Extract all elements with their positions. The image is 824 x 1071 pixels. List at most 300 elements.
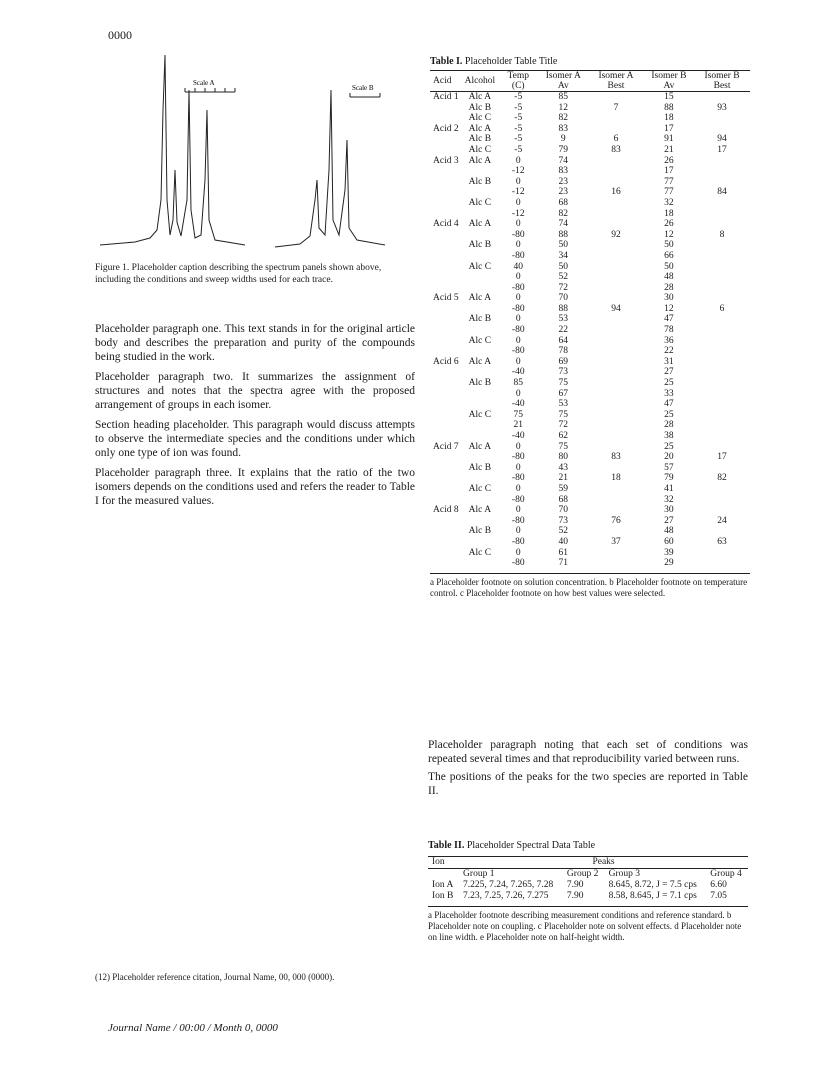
table1-row — [430, 219, 750, 230]
table1-cell — [462, 431, 499, 442]
figure-caption: Figure 1. Placeholder caption describing the spectrum panels shown above, including the conditions and sweep widths used for each trace. — [95, 263, 382, 285]
table1-cell — [694, 166, 750, 177]
table1-cell — [588, 484, 643, 495]
table1-cell — [588, 92, 643, 103]
table1-cell: 83 — [558, 166, 569, 177]
table1-row — [430, 346, 750, 357]
table1-cell: 48 — [664, 272, 674, 283]
left-paragraph: Placeholder paragraph two. It summarizes the assignment of structures and notes that the spectra agree with the proposed arrangement of groups in each isomer. — [95, 371, 415, 411]
table1-cell: 41 — [664, 483, 674, 494]
table1-cell: 0 — [515, 314, 521, 325]
table1-cell: 26 — [664, 155, 674, 166]
table1-cell: 17 — [664, 123, 674, 134]
table1-row — [430, 367, 750, 378]
table1-cell — [430, 473, 462, 484]
t2-sub: Group 2 — [566, 869, 599, 879]
table1-cell: -80 — [511, 250, 525, 261]
table1-cell — [462, 516, 499, 527]
table1-cell — [694, 505, 750, 516]
table1-cell: 0 — [515, 219, 521, 230]
table1-cell: 0 — [515, 176, 521, 187]
table1-cell: 0 — [515, 356, 521, 367]
table1-cell: 53 — [558, 314, 569, 325]
table1-row — [430, 389, 750, 400]
table1-cell — [694, 431, 750, 442]
table1-cell: Acid 2 — [433, 123, 459, 134]
table1-cell — [462, 389, 499, 400]
table1-cell — [694, 336, 750, 347]
right-paragraph: Placeholder paragraph noting that each set of conditions was repeated several times and that reproducibility varied between runs. — [428, 739, 748, 765]
table1-cell: 77 — [664, 176, 674, 187]
table1-cell — [694, 325, 750, 336]
table1-cell — [430, 103, 462, 114]
table1-cell — [694, 92, 750, 103]
t2-cell: 8.645, 8.72, J = 7.5 cps — [608, 880, 697, 890]
table1-cell — [462, 452, 499, 463]
table1-cell: 76 — [611, 515, 621, 526]
table1-row — [430, 558, 750, 569]
table1-cell — [462, 325, 499, 336]
table1-cell: -80 — [511, 346, 525, 357]
table1-cell — [588, 251, 643, 262]
table1-cell: 73 — [558, 367, 569, 378]
table2-title — [428, 840, 595, 851]
table1-cell — [462, 473, 499, 484]
table2-subheader-row — [428, 869, 748, 881]
table1-cell: Alc B — [468, 314, 492, 325]
table1-row — [430, 314, 750, 325]
left-paragraph: Placeholder paragraph one. This text stands in for the original article body and describes the preparation and purity of the compounds being studied in the work. — [95, 323, 415, 363]
table1-cell: Alc B — [468, 102, 492, 113]
table1-cell: 75 — [558, 441, 569, 452]
table1-cell: 43 — [558, 462, 569, 473]
table1-row — [430, 325, 750, 336]
table1-cell — [588, 410, 643, 421]
table1-cell: 61 — [558, 547, 569, 558]
table1-cell — [462, 304, 499, 315]
table1-cell — [694, 346, 750, 357]
scale-bar-right — [350, 93, 380, 97]
table1-cell: -40 — [511, 431, 525, 441]
table1-row — [430, 378, 750, 389]
table1-cell: -80 — [511, 558, 525, 569]
table1-cell — [694, 367, 750, 378]
table1-title — [430, 56, 557, 67]
table1-cell: Alc C — [468, 409, 492, 420]
table1-cell: Acid 1 — [433, 92, 459, 102]
table1-cell: -5 — [514, 134, 523, 145]
table1-cell: 78 — [664, 325, 674, 336]
table1-cell: 72 — [558, 282, 569, 293]
table1-cell — [462, 420, 499, 431]
table1-cell: 74 — [558, 219, 569, 230]
table1-cell: -12 — [511, 187, 525, 198]
table1-cell: 12 — [664, 229, 674, 240]
table1-cell: 39 — [664, 547, 674, 558]
table1 — [430, 70, 750, 569]
table1-cell: Alc B — [468, 240, 492, 251]
left-paragraph: Section heading placeholder. This paragraph would discuss attempts to observe the intermediate species and the conditions under which only one type of ion was found. — [95, 419, 415, 459]
t2-cell: 7.225, 7.24, 7.265, 7.28 — [463, 880, 554, 890]
t2-sub: Group 1 — [463, 869, 495, 879]
t2-ion-header: Ion — [432, 857, 445, 867]
table1-cell: Acid 8 — [433, 505, 459, 516]
table1-cell: 47 — [664, 314, 674, 325]
th-b-av: Isomer B Av — [651, 71, 687, 91]
table1-row — [430, 304, 750, 315]
table1-cell: 83 — [611, 144, 621, 155]
table1-row — [430, 283, 750, 294]
table1-cell — [430, 526, 462, 537]
th-acid: Acid — [433, 76, 452, 86]
table1-cell: Alc A — [468, 356, 492, 367]
table1-cell — [694, 389, 750, 400]
table1-footnote: a Placeholder footnote on solution concentration. b Placeholder footnote on temperature control. c Placeholder footnote on how best values were selected. — [430, 573, 750, 599]
table1-cell — [430, 209, 462, 220]
table1-cell: 75 — [513, 409, 524, 420]
table1-cell: 80 — [558, 452, 569, 463]
table1-cell: -80 — [511, 473, 525, 484]
table1-row — [430, 526, 750, 537]
table1-cell — [462, 537, 499, 548]
table1-cell — [588, 240, 643, 251]
table1-cell: 40 — [513, 261, 524, 272]
table1-row — [430, 463, 750, 474]
table1-cell: Alc A — [468, 219, 492, 230]
table1-cell — [430, 230, 462, 241]
table1-cell: 69 — [558, 356, 569, 367]
table1-cell: Alc A — [468, 293, 492, 304]
table1-cell: 52 — [558, 526, 569, 537]
table1-cell: -40 — [511, 367, 525, 378]
table1-cell: 38 — [664, 431, 674, 441]
table1-cell: 15 — [664, 92, 674, 102]
table1-cell: 34 — [558, 250, 569, 261]
table1-header-row — [430, 71, 750, 92]
table1-cell: 92 — [611, 229, 621, 240]
table1-cell: 47 — [664, 399, 674, 410]
t2-cell: 6.60 — [710, 880, 727, 890]
table1-cell — [462, 209, 499, 220]
table1-row — [430, 505, 750, 516]
table1-row — [430, 113, 750, 124]
left-paragraph: Placeholder paragraph three. It explains that the ratio of the two isomers depends on the conditions used and refers the reader to Table I for the measured values. — [95, 467, 415, 507]
table1-row — [430, 230, 750, 241]
table1-cell — [588, 272, 643, 283]
table1-cell — [430, 537, 462, 548]
table1-cell: 50 — [558, 240, 569, 251]
scale-label-left: Scale A — [193, 79, 215, 87]
table1-row — [430, 103, 750, 114]
table1-cell — [462, 558, 499, 569]
table1-cell — [694, 251, 750, 262]
table1-cell: Alc B — [468, 378, 492, 389]
table1-cell: 50 — [558, 261, 569, 272]
table1-row — [430, 92, 750, 103]
table1-cell: Alc C — [468, 197, 492, 208]
table1-cell: -80 — [511, 303, 525, 314]
table1-row — [430, 124, 750, 135]
table1-cell: 79 — [558, 144, 569, 155]
table1-cell: -80 — [511, 325, 525, 336]
table1-cell: 0 — [515, 505, 521, 516]
table1-cell: 23 — [558, 176, 569, 187]
table1-cell: 18 — [611, 473, 621, 484]
t2-cell: 7.90 — [566, 891, 584, 901]
table1-cell: 0 — [515, 272, 521, 283]
table1-cell: 82 — [558, 208, 569, 219]
table1-cell — [694, 526, 750, 537]
table1-cell: Alc B — [468, 462, 492, 473]
table1-cell: 72 — [558, 420, 569, 431]
table1-cell — [694, 124, 750, 135]
table1-cell: 25 — [664, 378, 674, 389]
table1-cell: Acid 4 — [433, 219, 459, 230]
table1-cell: 70 — [558, 293, 569, 304]
table1-row — [430, 209, 750, 220]
table1-cell: 20 — [664, 452, 674, 463]
table1-cell — [462, 367, 499, 378]
table1-cell: -5 — [514, 102, 523, 113]
table1-cell — [694, 420, 750, 431]
table1-cell: 29 — [664, 558, 674, 569]
table1-cell — [430, 410, 462, 421]
table1-cell: 88 — [558, 303, 569, 314]
table1-cell: 27 — [664, 515, 674, 526]
table1-row — [430, 177, 750, 188]
table1-cell: Alc A — [468, 92, 492, 102]
table1-cell: 94 — [717, 134, 727, 145]
table1-cell: Acid 3 — [433, 155, 459, 166]
table1-cell: 0 — [515, 462, 521, 473]
table1-body — [430, 92, 750, 569]
table1-cell: 22 — [558, 325, 569, 336]
table1-label: Table I. — [430, 56, 463, 67]
t2-ion: Ion B — [432, 891, 454, 901]
table1-row — [430, 272, 750, 283]
table1-cell: 0 — [515, 526, 521, 537]
table1-cell — [430, 304, 462, 315]
th-temp: Temp (C) — [507, 71, 530, 91]
table1-cell: 9 — [560, 134, 566, 145]
table1-cell: 17 — [664, 166, 674, 177]
table1-cell: 32 — [664, 197, 674, 208]
table1-cell: 17 — [717, 144, 727, 155]
table1-cell: Alc A — [468, 505, 492, 516]
t2-cell: 7.23, 7.25, 7.26, 7.275 — [463, 891, 549, 901]
table1-cell — [588, 367, 643, 378]
table1-cell — [430, 325, 462, 336]
table1-cell: -12 — [511, 208, 525, 219]
table1-cell — [430, 177, 462, 188]
table1-row — [430, 537, 750, 548]
table1-cell — [462, 399, 499, 410]
table1-cell: 88 — [664, 102, 674, 113]
table1-cell: 18 — [664, 113, 674, 124]
table1-cell: 68 — [558, 197, 569, 208]
table1-cell: 26 — [664, 219, 674, 230]
table1-cell — [694, 156, 750, 167]
table1-cell: 17 — [717, 452, 727, 463]
table1-cell: 0 — [515, 335, 521, 346]
table1-cell: 84 — [717, 187, 727, 198]
table1-cell: 78 — [558, 346, 569, 357]
table1-cell: -80 — [511, 494, 525, 505]
table1-cell: 64 — [558, 335, 569, 346]
table1-row — [430, 452, 750, 463]
table1-cell: -80 — [511, 452, 525, 463]
table1-cell: 50 — [664, 240, 674, 251]
table1-cell: 57 — [664, 462, 674, 473]
table1-cell — [694, 219, 750, 230]
table1-cell — [430, 463, 462, 474]
table2 — [428, 856, 748, 902]
table1-cell — [694, 378, 750, 389]
table1-cell: 30 — [664, 505, 674, 516]
table1-cell — [430, 495, 462, 506]
table1-cell — [430, 314, 462, 325]
table1-cell: 30 — [664, 293, 674, 304]
table1-cell — [462, 187, 499, 198]
table1-cell — [588, 156, 643, 167]
table1-cell — [430, 145, 462, 156]
table1-cell: 91 — [664, 134, 674, 145]
table2-row — [428, 891, 748, 902]
table1-cell: 52 — [558, 272, 569, 283]
table1-cell — [462, 272, 499, 283]
table1-cell: 77 — [664, 187, 674, 198]
table1-cell: 83 — [558, 123, 569, 134]
table1-cell — [430, 187, 462, 198]
table1-cell — [430, 346, 462, 357]
table1-cell — [430, 262, 462, 273]
table1-cell: 21 — [513, 420, 524, 431]
table1-cell — [430, 283, 462, 294]
table1-row — [430, 473, 750, 484]
table1-row — [430, 145, 750, 156]
table1-cell — [588, 442, 643, 453]
table1-cell: Alc C — [468, 144, 492, 155]
table1-cell: 82 — [717, 473, 727, 484]
table1-cell: 53 — [558, 399, 569, 410]
table1-cell: 28 — [664, 282, 674, 293]
table1-cell — [694, 177, 750, 188]
table1-cell: Alc A — [468, 441, 492, 452]
table1-cell — [588, 262, 643, 273]
table1-cell — [588, 325, 643, 336]
table1-cell — [430, 378, 462, 389]
table1-row — [430, 495, 750, 506]
table1-cell — [694, 272, 750, 283]
table1-row — [430, 187, 750, 198]
table1-cell: 85 — [558, 92, 569, 102]
table1-cell: 28 — [664, 420, 674, 431]
table1-cell — [694, 357, 750, 368]
table1-cell: 0 — [515, 441, 521, 452]
table1-cell: -5 — [514, 92, 523, 102]
table1-cell: 0 — [515, 293, 521, 304]
table1-cell: -80 — [511, 536, 525, 547]
table1-cell — [694, 558, 750, 569]
table1-cell — [430, 431, 462, 442]
table1-cell — [430, 166, 462, 177]
table1-cell — [694, 463, 750, 474]
table1-cell — [588, 166, 643, 177]
table1-cell: 18 — [664, 208, 674, 219]
table1-cell — [588, 314, 643, 325]
table1-cell — [430, 134, 462, 145]
scale-label-right: Scale B — [352, 84, 374, 92]
table1-cell: 60 — [664, 536, 674, 547]
table1-cell: 85 — [513, 378, 524, 389]
table1-cell: 40 — [558, 536, 569, 547]
table1-cell — [462, 230, 499, 241]
table1-cell: -80 — [511, 282, 525, 293]
t2-ion: Ion A — [432, 880, 454, 890]
table1-cell — [588, 283, 643, 294]
table1-row — [430, 251, 750, 262]
table1-cell — [588, 420, 643, 431]
table1-cell — [588, 113, 643, 124]
table1-row — [430, 134, 750, 145]
table1-cell — [430, 484, 462, 495]
table1-cell: 6 — [613, 134, 619, 145]
table1-row — [430, 293, 750, 304]
table1-cell — [588, 495, 643, 506]
table1-cell: 68 — [558, 494, 569, 505]
table1-cell: -80 — [511, 515, 525, 526]
scale-bar-left — [185, 88, 235, 92]
table1-cell: -40 — [511, 399, 525, 410]
table2-title-text: Placeholder Spectral Data Table — [466, 840, 596, 851]
table1-cell — [694, 293, 750, 304]
table1-row — [430, 156, 750, 167]
table1-cell: Alc C — [468, 113, 492, 124]
table1-cell — [694, 314, 750, 325]
table1-cell: 83 — [611, 452, 621, 463]
table1-cell: 75 — [558, 378, 569, 389]
table1-cell: 63 — [717, 536, 727, 547]
table1-cell — [694, 399, 750, 410]
table1-row — [430, 336, 750, 347]
table1-row — [430, 516, 750, 527]
table1-cell: Alc C — [468, 335, 492, 346]
table2-label: Table II. — [428, 840, 465, 851]
t2-sub: Group 4 — [710, 869, 742, 879]
table1-cell — [694, 442, 750, 453]
table1-cell — [462, 166, 499, 177]
table1-cell — [430, 251, 462, 262]
table1-cell: 73 — [558, 515, 569, 526]
table1-cell: Acid 5 — [433, 293, 459, 304]
table1-cell — [588, 209, 643, 220]
table2-header-row — [428, 857, 748, 869]
table1-cell — [588, 526, 643, 537]
table1-cell: 67 — [558, 388, 569, 399]
table1-cell — [430, 452, 462, 463]
table1-row — [430, 548, 750, 559]
table1-cell: 75 — [558, 409, 569, 420]
table2-footnote: a Placeholder footnote describing measurement conditions and reference standard. b Placeholder note on coupling. c Placeholder note on solvent effects. d Placeholder note on line width. e Placeholder note on half-height width. — [428, 906, 748, 943]
table1-cell: Acid 7 — [433, 441, 459, 452]
table1-cell — [694, 240, 750, 251]
left-body — [95, 322, 415, 514]
spectrum-trace-right — [275, 90, 385, 247]
table1-cell: Alc C — [468, 547, 492, 558]
table1-cell: 32 — [664, 494, 674, 505]
table1-cell — [588, 346, 643, 357]
table1-cell: 6 — [719, 303, 725, 314]
